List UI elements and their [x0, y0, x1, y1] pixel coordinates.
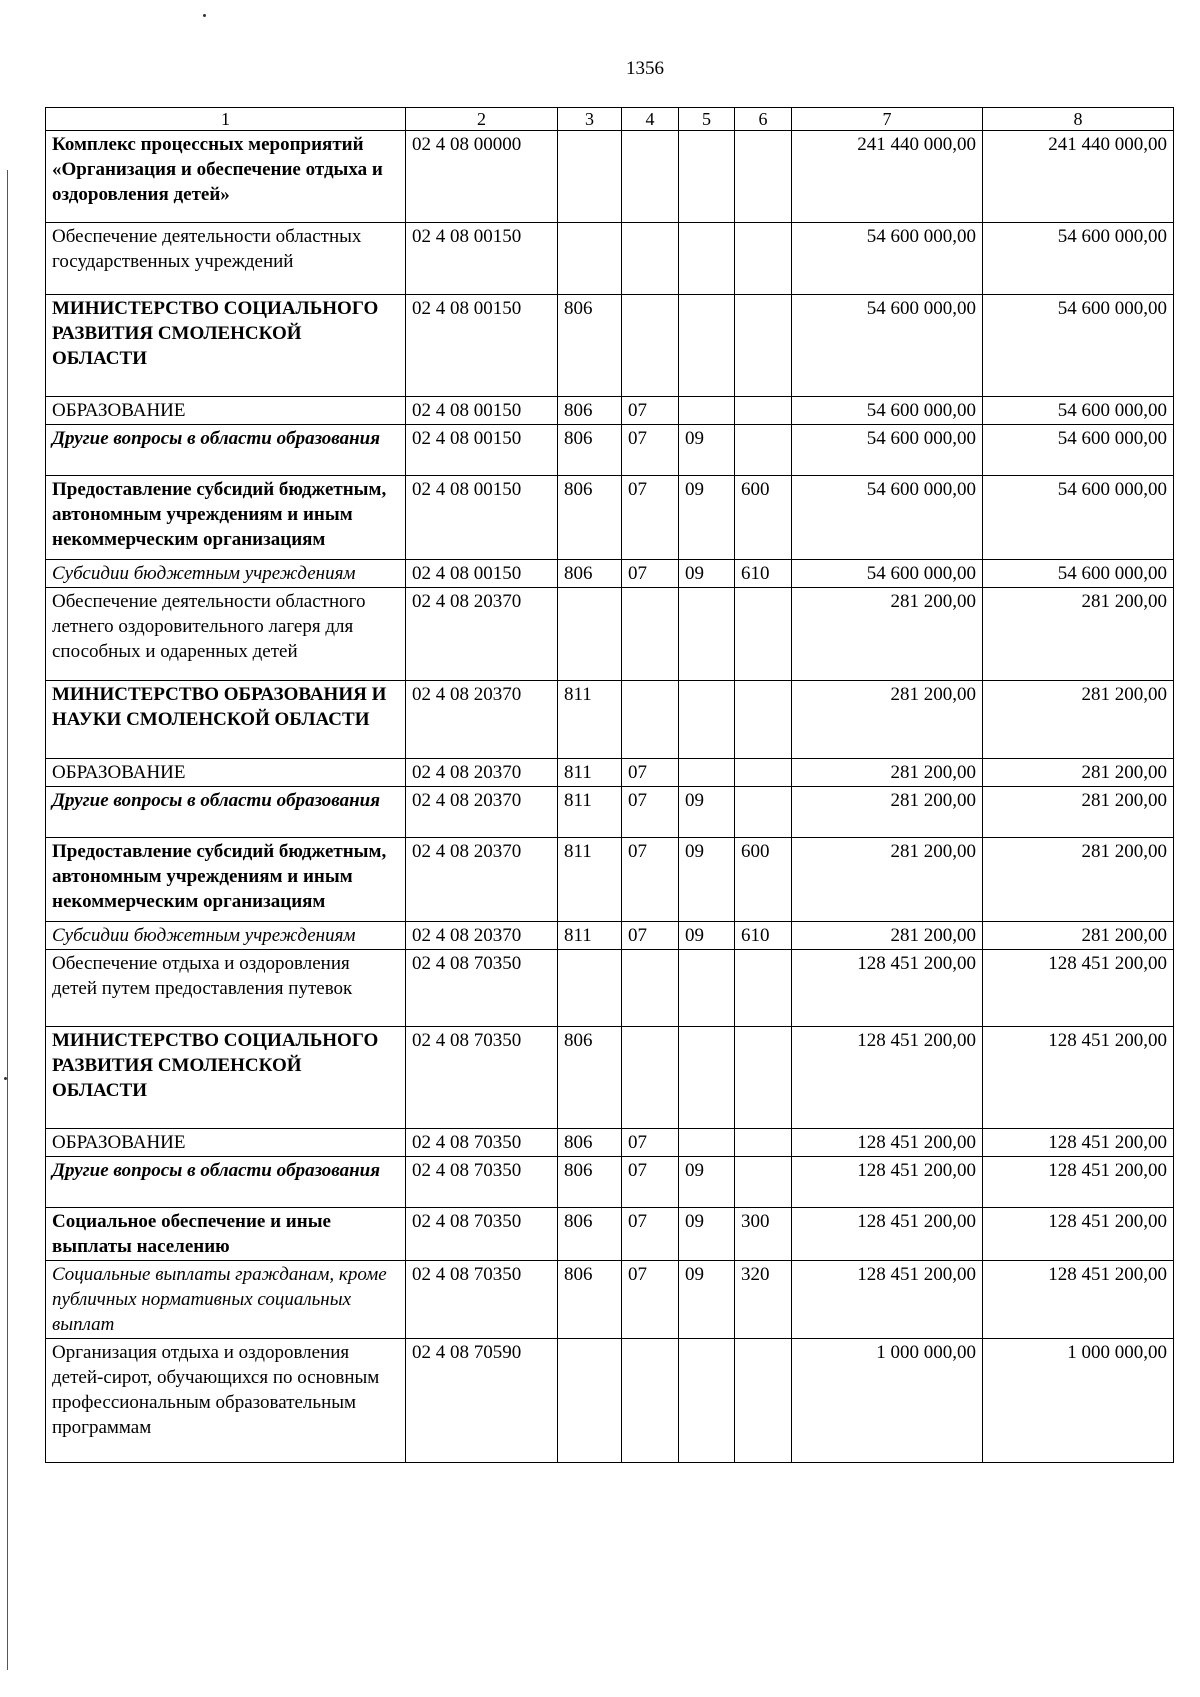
row-title: Другие вопросы в области образования: [46, 787, 406, 838]
target-article-code: 02 4 08 20370: [406, 787, 558, 838]
target-article-code: 02 4 08 70350: [406, 1157, 558, 1208]
subsection-code: [679, 950, 735, 1027]
subsection-code: 09: [679, 1157, 735, 1208]
subsection-code: [679, 131, 735, 223]
amount-col-8: 128 451 200,00: [983, 1157, 1174, 1208]
amount-col-8: 128 451 200,00: [983, 950, 1174, 1027]
row-title: Социальное обеспечение и иные выплаты населению: [46, 1208, 406, 1261]
row-title: Предоставление субсидий бюджетным, автономным учреждениям и иным некоммерческим организациям: [46, 838, 406, 922]
row-title: Комплекс процессных мероприятий «Организация и обеспечение отдыха и оздоровления детей»: [46, 131, 406, 223]
amount-col-8: 128 451 200,00: [983, 1208, 1174, 1261]
target-article-code: 02 4 08 20370: [406, 759, 558, 787]
expense-type-code: [735, 759, 792, 787]
subsection-code: 09: [679, 1261, 735, 1339]
amount-col-7: 128 451 200,00: [792, 950, 983, 1027]
table-row: [46, 759, 1174, 787]
amount-col-8: 54 600 000,00: [983, 295, 1174, 397]
amount-col-8: 281 200,00: [983, 922, 1174, 950]
amount-col-7: 128 451 200,00: [792, 1208, 983, 1261]
expense-type-code: [735, 950, 792, 1027]
section-code: 07: [622, 1208, 679, 1261]
table-row: [46, 1157, 1174, 1208]
target-article-code: 02 4 08 00150: [406, 476, 558, 560]
expense-type-code: 320: [735, 1261, 792, 1339]
subsection-code: 09: [679, 476, 735, 560]
subsection-code: 09: [679, 922, 735, 950]
ministry-code: 811: [558, 838, 622, 922]
ministry-code: 806: [558, 476, 622, 560]
row-title: Обеспечение отдыха и оздоровления детей путем предоставления путевок: [46, 950, 406, 1027]
target-article-code: 02 4 08 00150: [406, 223, 558, 295]
amount-col-7: 54 600 000,00: [792, 560, 983, 588]
amount-col-8: 281 200,00: [983, 681, 1174, 759]
expense-type-code: 610: [735, 922, 792, 950]
amount-col-8: 241 440 000,00: [983, 131, 1174, 223]
section-code: [622, 588, 679, 681]
amount-col-7: 281 200,00: [792, 838, 983, 922]
row-title: ОБРАЗОВАНИЕ: [46, 1129, 406, 1157]
expense-type-code: [735, 425, 792, 476]
subsection-code: 09: [679, 425, 735, 476]
table-row: [46, 1027, 1174, 1129]
column-header: 4: [622, 108, 679, 131]
expense-type-code: [735, 1027, 792, 1129]
ministry-code: 806: [558, 1027, 622, 1129]
subsection-code: [679, 295, 735, 397]
target-article-code: 02 4 08 70350: [406, 1261, 558, 1339]
amount-col-8: 54 600 000,00: [983, 476, 1174, 560]
row-title: Другие вопросы в области образования: [46, 425, 406, 476]
ministry-code: 806: [558, 1157, 622, 1208]
expense-type-code: [735, 131, 792, 223]
ministry-code: [558, 950, 622, 1027]
amount-col-7: 128 451 200,00: [792, 1129, 983, 1157]
subsection-code: [679, 1027, 735, 1129]
target-article-code: 02 4 08 00150: [406, 560, 558, 588]
subsection-code: [679, 223, 735, 295]
table-row: [46, 1208, 1174, 1261]
section-code: [622, 1027, 679, 1129]
target-article-code: 02 4 08 20370: [406, 588, 558, 681]
ministry-code: [558, 588, 622, 681]
table-row: [46, 1129, 1174, 1157]
section-code: [622, 950, 679, 1027]
expense-type-code: [735, 397, 792, 425]
section-code: 07: [622, 476, 679, 560]
row-title: МИНИСТЕРСТВО СОЦИАЛЬНОГО РАЗВИТИЯ СМОЛЕНСКОЙ ОБЛАСТИ: [46, 1027, 406, 1129]
expense-type-code: 600: [735, 476, 792, 560]
ministry-code: 811: [558, 759, 622, 787]
amount-col-8: 281 200,00: [983, 838, 1174, 922]
expense-type-code: [735, 223, 792, 295]
ministry-code: 806: [558, 1261, 622, 1339]
table-row: [46, 922, 1174, 950]
ministry-code: 806: [558, 295, 622, 397]
target-article-code: 02 4 08 00150: [406, 295, 558, 397]
subsection-code: [679, 1129, 735, 1157]
target-article-code: 02 4 08 00150: [406, 397, 558, 425]
amount-col-7: 281 200,00: [792, 759, 983, 787]
table-row: [46, 588, 1174, 681]
target-article-code: 02 4 08 20370: [406, 922, 558, 950]
table-row: [46, 838, 1174, 922]
ministry-code: 806: [558, 560, 622, 588]
row-title: МИНИСТЕРСТВО ОБРАЗОВАНИЯ И НАУКИ СМОЛЕНСКОЙ ОБЛАСТИ: [46, 681, 406, 759]
amount-col-8: 281 200,00: [983, 787, 1174, 838]
amount-col-8: 54 600 000,00: [983, 425, 1174, 476]
column-header: 2: [406, 108, 558, 131]
amount-col-7: 128 451 200,00: [792, 1261, 983, 1339]
section-code: 07: [622, 1261, 679, 1339]
table-row: [46, 681, 1174, 759]
subsection-code: 09: [679, 1208, 735, 1261]
section-code: 07: [622, 425, 679, 476]
table-row: [46, 950, 1174, 1027]
row-title: Субсидии бюджетным учреждениям: [46, 560, 406, 588]
expense-type-code: [735, 681, 792, 759]
amount-col-8: 1 000 000,00: [983, 1339, 1174, 1463]
scan-speck: [203, 14, 206, 17]
column-header: 3: [558, 108, 622, 131]
amount-col-7: 281 200,00: [792, 588, 983, 681]
row-title: Обеспечение деятельности областного летнего оздоровительного лагеря для способных и одаренных детей: [46, 588, 406, 681]
expense-type-code: [735, 295, 792, 397]
row-title: Субсидии бюджетным учреждениям: [46, 922, 406, 950]
section-code: 07: [622, 1129, 679, 1157]
target-article-code: 02 4 08 70350: [406, 950, 558, 1027]
section-code: 07: [622, 787, 679, 838]
table-row: [46, 223, 1174, 295]
table-row: [46, 476, 1174, 560]
subsection-code: 09: [679, 560, 735, 588]
target-article-code: 02 4 08 70350: [406, 1129, 558, 1157]
target-article-code: 02 4 08 70590: [406, 1339, 558, 1463]
target-article-code: 02 4 08 00000: [406, 131, 558, 223]
amount-col-8: 54 600 000,00: [983, 223, 1174, 295]
section-code: [622, 681, 679, 759]
table-row: [46, 1261, 1174, 1339]
subsection-code: [679, 588, 735, 681]
row-title: ОБРАЗОВАНИЕ: [46, 759, 406, 787]
column-header-row: [46, 108, 1174, 131]
row-title: Предоставление субсидий бюджетным, автономным учреждениям и иным некоммерческим организациям: [46, 476, 406, 560]
target-article-code: 02 4 08 20370: [406, 681, 558, 759]
amount-col-7: 128 451 200,00: [792, 1157, 983, 1208]
amount-col-8: 128 451 200,00: [983, 1129, 1174, 1157]
amount-col-7: 54 600 000,00: [792, 397, 983, 425]
section-code: 07: [622, 922, 679, 950]
amount-col-8: 54 600 000,00: [983, 397, 1174, 425]
section-code: [622, 295, 679, 397]
section-code: [622, 131, 679, 223]
amount-col-7: 281 200,00: [792, 681, 983, 759]
amount-col-8: 54 600 000,00: [983, 560, 1174, 588]
subsection-code: 09: [679, 838, 735, 922]
ministry-code: [558, 131, 622, 223]
subsection-code: [679, 1339, 735, 1463]
section-code: 07: [622, 1157, 679, 1208]
section-code: 07: [622, 397, 679, 425]
ministry-code: 806: [558, 1129, 622, 1157]
ministry-code: 806: [558, 1208, 622, 1261]
ministry-code: 811: [558, 681, 622, 759]
page-number: 1356: [626, 58, 664, 79]
amount-col-7: 54 600 000,00: [792, 476, 983, 560]
budget-table: [45, 107, 1174, 1463]
expense-type-code: 300: [735, 1208, 792, 1261]
expense-type-code: [735, 1129, 792, 1157]
scan-margin-line: [7, 170, 8, 1670]
row-title: Организация отдыха и оздоровления детей-сирот, обучающихся по основным профессиональным образовательным программам: [46, 1339, 406, 1463]
table-row: [46, 131, 1174, 223]
amount-col-8: 128 451 200,00: [983, 1261, 1174, 1339]
target-article-code: 02 4 08 20370: [406, 838, 558, 922]
row-title: Обеспечение деятельности областных государственных учреждений: [46, 223, 406, 295]
amount-col-7: 54 600 000,00: [792, 425, 983, 476]
expense-type-code: 600: [735, 838, 792, 922]
subsection-code: 09: [679, 787, 735, 838]
ministry-code: 806: [558, 425, 622, 476]
expense-type-code: [735, 1157, 792, 1208]
section-code: [622, 1339, 679, 1463]
table-row: [46, 1339, 1174, 1463]
column-header: 5: [679, 108, 735, 131]
amount-col-8: 281 200,00: [983, 588, 1174, 681]
amount-col-7: 128 451 200,00: [792, 1027, 983, 1129]
amount-col-7: 241 440 000,00: [792, 131, 983, 223]
table-row: [46, 295, 1174, 397]
ministry-code: [558, 1339, 622, 1463]
section-code: 07: [622, 759, 679, 787]
column-header: 8: [983, 108, 1174, 131]
expense-type-code: [735, 588, 792, 681]
expense-type-code: [735, 1339, 792, 1463]
expense-type-code: [735, 787, 792, 838]
amount-col-7: 281 200,00: [792, 787, 983, 838]
row-title: ОБРАЗОВАНИЕ: [46, 397, 406, 425]
table-row: [46, 560, 1174, 588]
section-code: 07: [622, 838, 679, 922]
ministry-code: [558, 223, 622, 295]
section-code: 07: [622, 560, 679, 588]
amount-col-7: 54 600 000,00: [792, 223, 983, 295]
subsection-code: [679, 759, 735, 787]
amount-col-7: 54 600 000,00: [792, 295, 983, 397]
target-article-code: 02 4 08 00150: [406, 425, 558, 476]
amount-col-7: 1 000 000,00: [792, 1339, 983, 1463]
ministry-code: 806: [558, 397, 622, 425]
amount-col-8: 128 451 200,00: [983, 1027, 1174, 1129]
ministry-code: 811: [558, 787, 622, 838]
column-header: 1: [46, 108, 406, 131]
target-article-code: 02 4 08 70350: [406, 1027, 558, 1129]
row-title: Другие вопросы в области образования: [46, 1157, 406, 1208]
table-row: [46, 397, 1174, 425]
amount-col-8: 281 200,00: [983, 759, 1174, 787]
column-header: 7: [792, 108, 983, 131]
table-row: [46, 787, 1174, 838]
target-article-code: 02 4 08 70350: [406, 1208, 558, 1261]
ministry-code: 811: [558, 922, 622, 950]
table-row: [46, 425, 1174, 476]
amount-col-7: 281 200,00: [792, 922, 983, 950]
subsection-code: [679, 397, 735, 425]
row-title: Социальные выплаты гражданам, кроме публичных нормативных социальных выплат: [46, 1261, 406, 1339]
expense-type-code: 610: [735, 560, 792, 588]
row-title: МИНИСТЕРСТВО СОЦИАЛЬНОГО РАЗВИТИЯ СМОЛЕНСКОЙ ОБЛАСТИ: [46, 295, 406, 397]
column-header: 6: [735, 108, 792, 131]
subsection-code: [679, 681, 735, 759]
section-code: [622, 223, 679, 295]
